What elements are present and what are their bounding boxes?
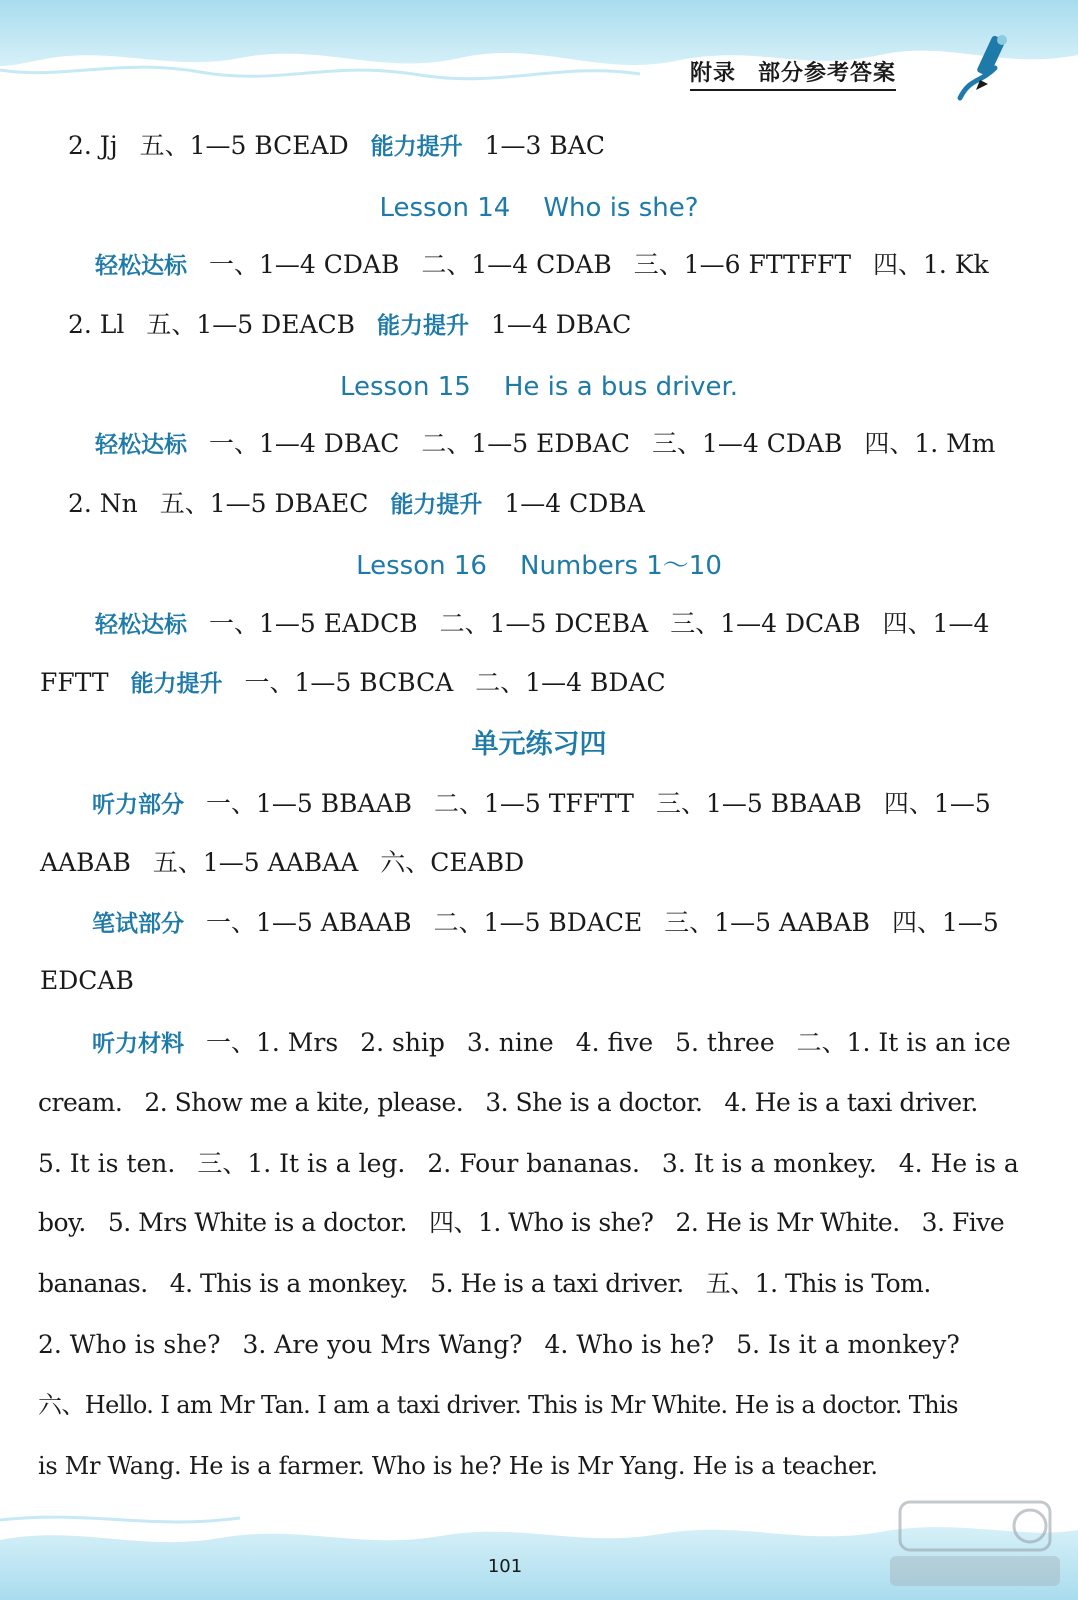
- answer-line: 六、Hello. I am Mr Tan. I am a taxi driver. This is Mr White. He is a doctor. This: [38, 1391, 958, 1419]
- answer-line: FFTT 能力提升 一、1—5 BCBCA 二、1—4 BDAC: [40, 668, 666, 697]
- header-section-title: 部分参考答案: [758, 61, 897, 86]
- answer-line: 笔试部分 一、1—5 ABAAB 二、1—5 BDACE 三、1—5 AABAB 四、1—5: [92, 908, 999, 937]
- header-title: [690, 56, 896, 91]
- answer-line: 轻松达标 一、1—4 DBAC 二、1—5 EDBAC 三、1—4 CDAB 四、1. Mm: [95, 429, 996, 458]
- page-number: 101: [487, 1556, 523, 1577]
- answer-line: 2. Who is she? 3. Are you Mrs Wang? 4. Who is he? 5. Is it a monkey?: [38, 1330, 960, 1359]
- answer-line: is Mr Wang. He is a farmer. Who is he? He is Mr Yang. He is a teacher.: [38, 1452, 878, 1480]
- answer-line: AABAB 五、1—5 AABAA 六、CEABD: [40, 848, 525, 877]
- unit-4-title: 单元练习四: [471, 729, 607, 760]
- lesson-15-title: Lesson 15 He is a bus driver.: [339, 372, 739, 402]
- lesson-14-title: Lesson 14 Who is she?: [379, 193, 699, 223]
- header-wave-band: [0, 0, 1078, 120]
- answer-line: 5. It is ten. 三、1. It is a leg. 2. Four bananas. 3. It is a monkey. 4. He is a: [38, 1149, 1019, 1178]
- answer-line: EDCAB: [40, 966, 134, 995]
- header-section-label: 附录: [690, 61, 737, 86]
- answer-line: 听力部分 一、1—5 BBAAB 二、1—5 TFFTT 三、1—5 BBAAB 四、1—5: [92, 789, 991, 818]
- answer-line: 2. Jj 五、1—5 BCEAD 能力提升 1—3 BAC: [68, 131, 605, 160]
- answer-line: 2. Ll 五、1—5 DEACB 能力提升 1—4 DBAC: [68, 310, 632, 339]
- answer-line: 轻松达标 一、1—5 EADCB 二、1—5 DCEBA 三、1—4 DCAB 四、1—4: [95, 609, 990, 638]
- answer-line: bananas. 4. This is a monkey. 5. He is a taxi driver. 五、1. This is Tom.: [38, 1269, 931, 1298]
- answer-line: 轻松达标 一、1—4 CDAB 二、1—4 CDAB 三、1—6 FTTFFT 四、1. Kk: [95, 250, 989, 279]
- lesson-16-title: Lesson 16 Numbers 1～10: [356, 551, 722, 581]
- answer-line: 听力材料 一、1. Mrs 2. ship 3. nine 4. five 5. three 二、1. It is an ice: [92, 1028, 1011, 1057]
- pencil-logo-icon: [950, 28, 1020, 108]
- watermark-logo-icon: [880, 1494, 1070, 1594]
- answer-line: boy. 5. Mrs White is a doctor. 四、1. Who is she? 2. He is Mr White. 3. Five: [38, 1208, 1005, 1237]
- answer-line: 2. Nn 五、1—5 DBAEC 能力提升 1—4 CDBA: [68, 489, 645, 518]
- answer-line: cream. 2. Show me a kite, please. 3. She is a doctor. 4. He is a taxi driver.: [38, 1088, 978, 1117]
